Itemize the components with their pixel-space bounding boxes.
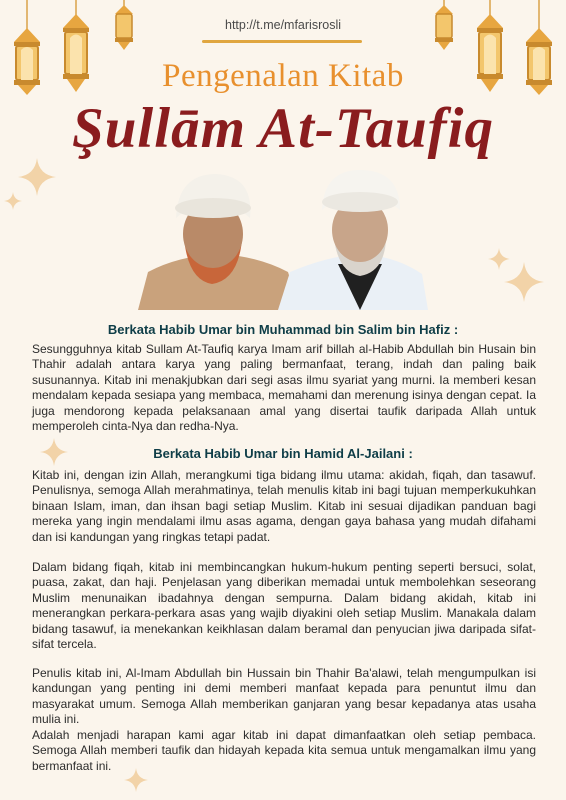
paragraph: Kitab ini, dengan izin Allah, merangkumi tiga bidang ilmu utama: akidah, fiqah, dan tasawuf. Penulisnya, semoga Allah merahmatinya, telah menulis kitab ini bagi tujuan memperkukuhkan binaan Islam, iman, dan ihsan bagi setiap Muslim. Kitab ini sesuai dijadikan panduan bagi mereka yang ingin mendalami ilmu asas agama, dengan gaya bahasa yang mudah difahami dan isi kandungan yang ringkas tetapi padat. <box>32 468 536 544</box>
paragraph: Penulis kitab ini, Al-Imam Abdullah bin Hussain bin Thahir Ba'alawi, telah mengumpulkan isi kandungan yang penting ini demi memberi manfaat kepada para penuntut ilmu dan masyarakat umum. Semoga Allah memberikan ganjaran yang besar kepadanya atas usaha mulia ini. <box>32 666 536 727</box>
sparkle-icon <box>4 192 22 210</box>
sparkle-icon <box>504 262 544 302</box>
section-heading: Berkata Habib Umar bin Muhammad bin Salim bin Hafiz : <box>107 322 459 337</box>
channel-url[interactable]: http://t.me/mfarisrosli <box>225 18 341 32</box>
section-heading: Berkata Habib Umar bin Hamid Al-Jailani : <box>153 446 413 461</box>
paragraph: Adalah menjadi harapan kami agar kitab ini dapat dimanfaatkan oleh setiap pembaca. Semoga Allah memberi taufik dan hidayah kepada kita semua untuk mengamalkan ilmu yang bermanfaat ini. <box>32 728 536 773</box>
divider <box>202 40 362 43</box>
paragraph: Dalam bidang fiqah, kitab ini membincangkan hukum-hukum penting seperti bersuci, solat, puasa, zakat, dan haji. Penjelasan yang diberikan memadai untuk membolehkan seseorang Muslim menunaikan ibadahnya dengan sempurna. Dalam bidang akidah, kitab ini menerangkan perkara-perkara asas yang wajib diyakini oleh setiap Muslim. Manakala dalam bidang tasawuf, ia menekankan keikhlasan dalam beramal dan penyucian jiwa daripada sifat-sifat tercela. <box>32 560 536 652</box>
page-title: Şullām At-Taufiq <box>72 97 494 160</box>
page-subtitle: Pengenalan Kitab <box>162 58 404 94</box>
portrait-photo <box>138 168 428 310</box>
paragraph: Sesungguhnya kitab Sullam At-Taufiq karya Imam arif billah al-Habib Abdullah bin Husain bin Thahir adalah antara karya yang paling bermanfaat, terang, indah dan paling baik susunannya. Kitab ini menakjubkan dari segi asas ilmu syariat yang murni. Ia memberi kesan mendalam kepada sesiapa yang membaca, memahami dan merenung isinya dengan cepat. Ia juga mendorong kepada pelaksanaan amal yang disertai taufik daripada Allah untuk memperoleh cinta-Nya dan redha-Nya. <box>32 342 536 434</box>
sparkle-icon <box>18 158 56 196</box>
